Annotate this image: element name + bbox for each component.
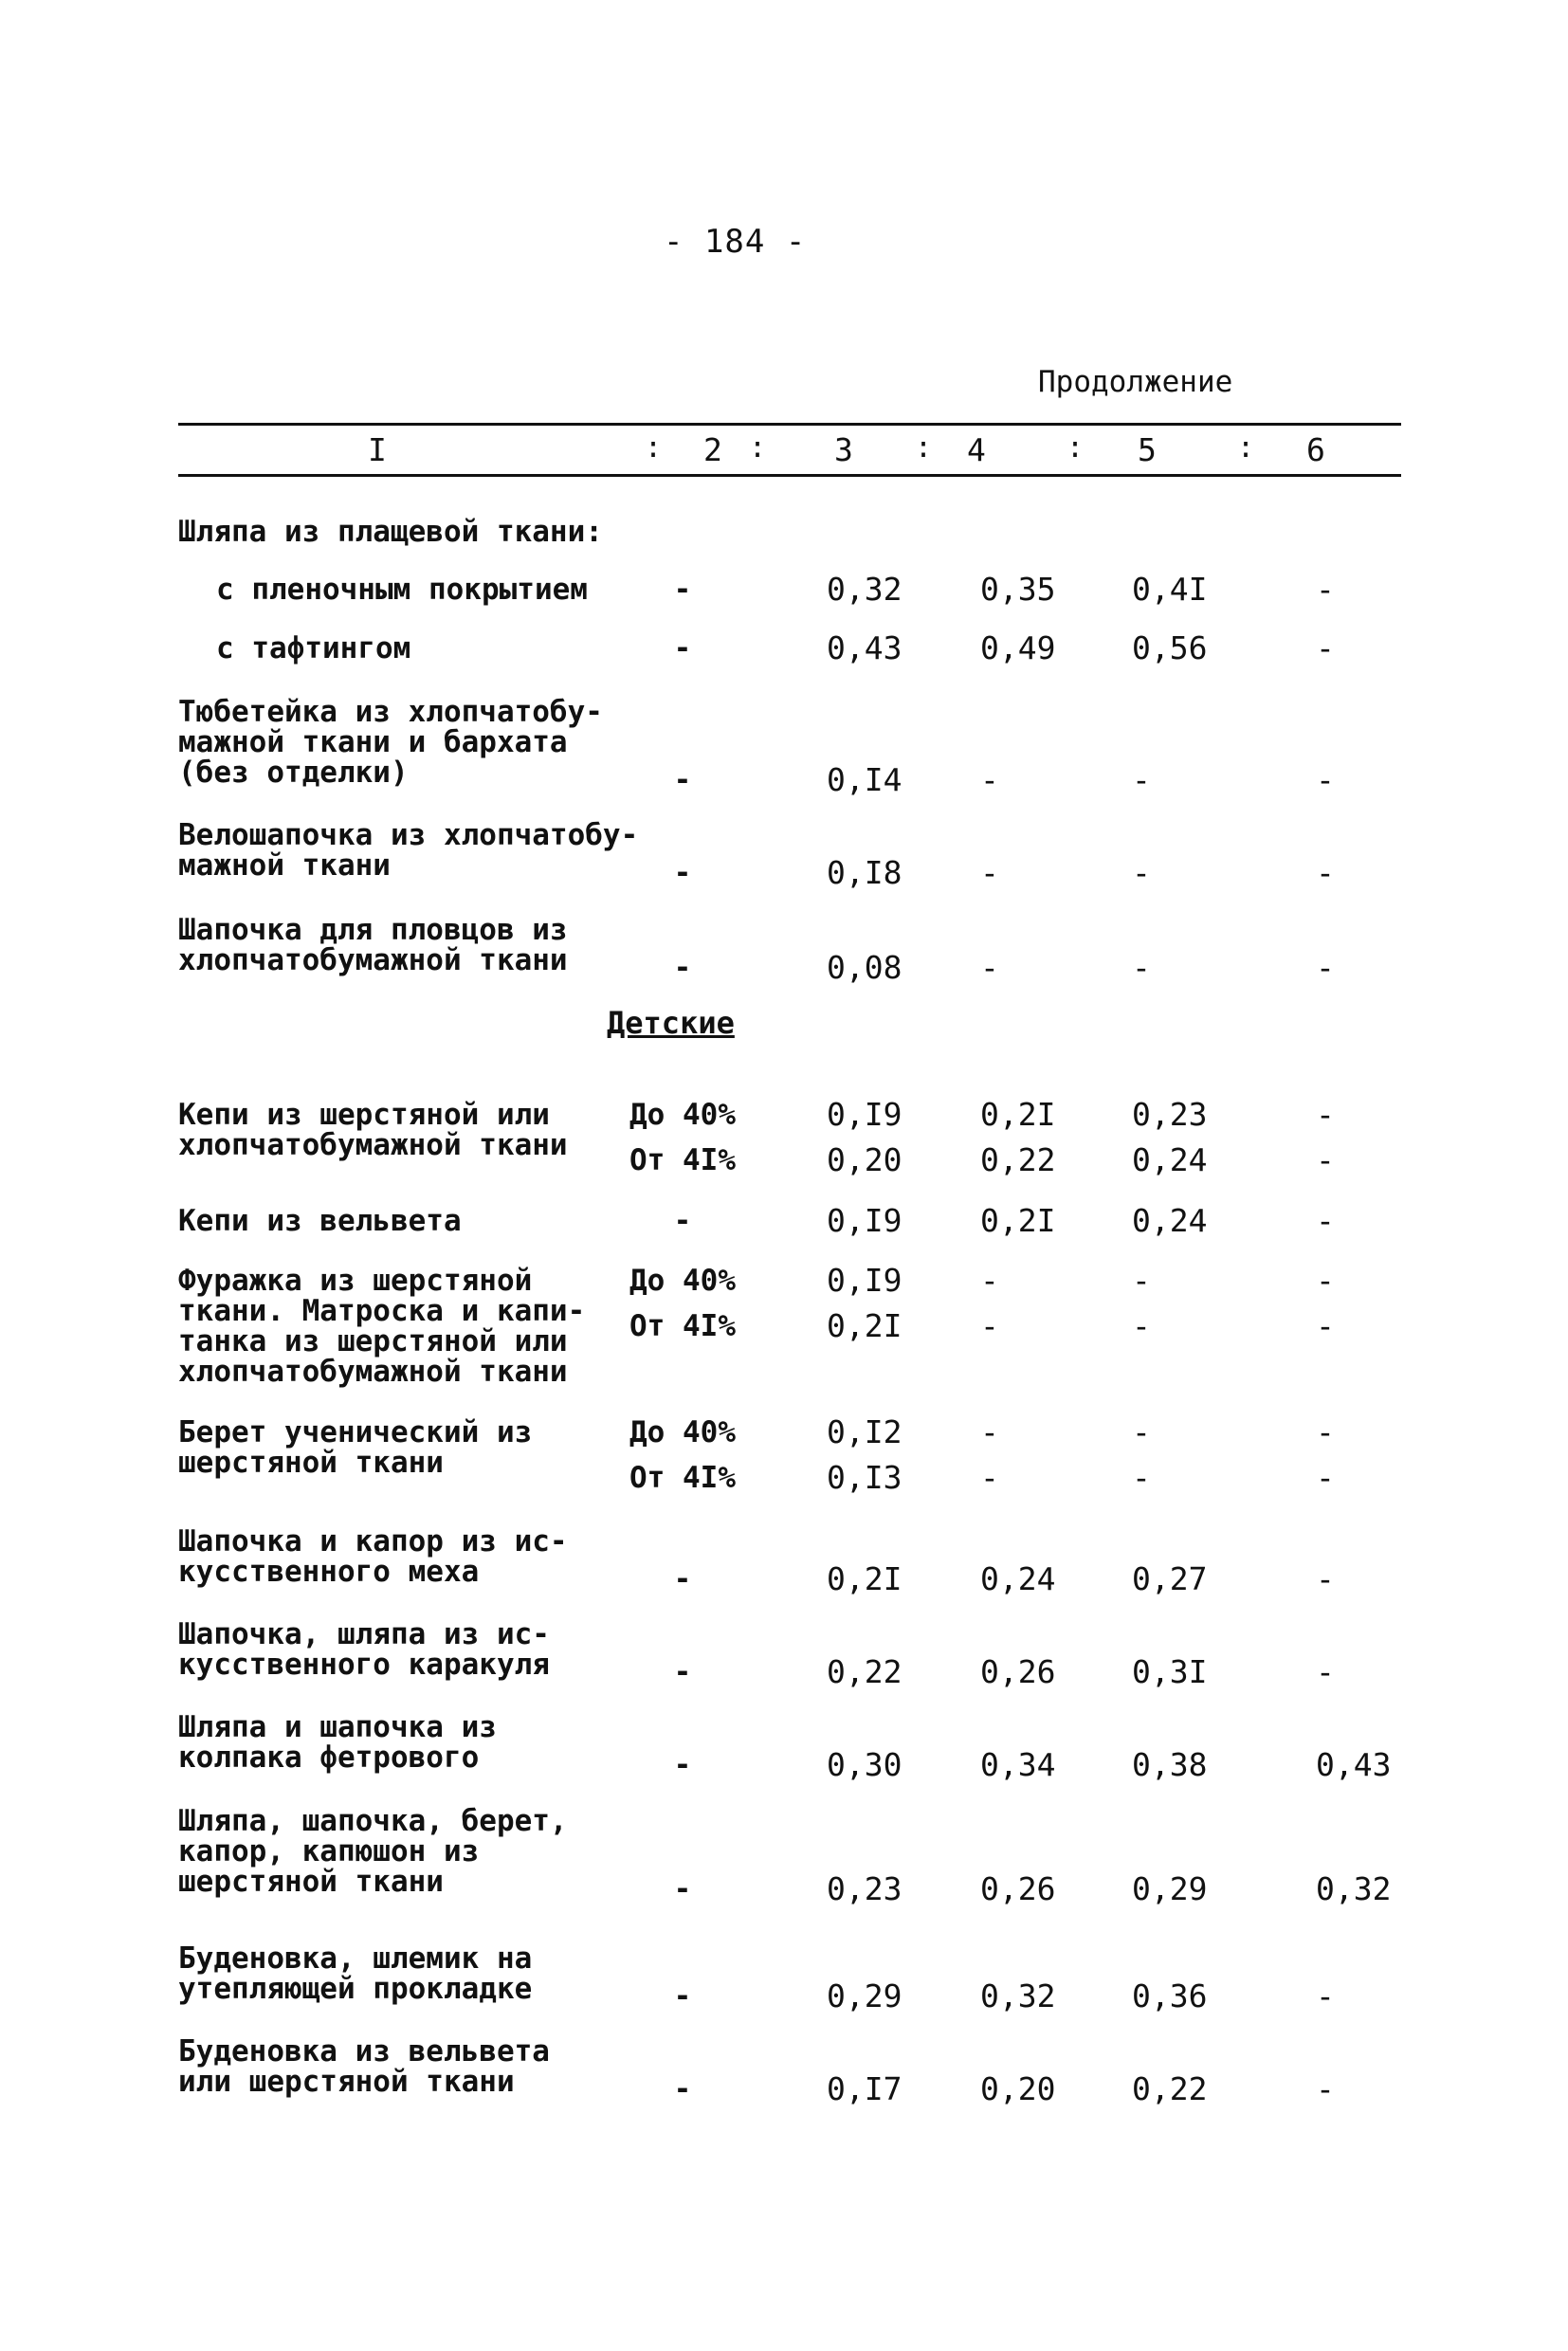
cell-col-6: 0,32 <box>1316 1870 1392 1907</box>
cell-col-6: - <box>1316 761 1335 798</box>
cell-col-6: - <box>1316 2070 1335 2107</box>
cell-col-2: - <box>673 1748 692 1782</box>
row-label: Буденовка, шлемик на утепляющей прокладке <box>178 1941 533 2006</box>
cell-col-3: 0,I4 <box>827 761 903 798</box>
cell-col-5: 0,56 <box>1132 629 1208 666</box>
cell-col-6: - - <box>1316 1262 1335 1344</box>
cell-col-2: - <box>673 1204 692 1238</box>
cell-col-3: 0,23 <box>827 1870 903 1907</box>
row-label: Шляпа из плащевой ткани: <box>178 515 603 549</box>
row-label: с тафтингом <box>216 631 411 665</box>
cell-col-2: - <box>673 1562 692 1596</box>
header-separator: : <box>645 431 663 465</box>
cell-col-3: 0,I9 0,20 <box>827 1096 903 1178</box>
row-label: Тюбетейка из хлопчатобу- мажной ткани и бархата (без отделки) <box>178 695 603 790</box>
row-label: Кепи из шерстяной или хлопчатобумажной ткани <box>178 1098 568 1162</box>
cell-col-5: 0,23 0,24 <box>1132 1096 1208 1178</box>
header-col-5: 5 <box>1138 431 1157 468</box>
cell-col-2: - <box>673 573 692 607</box>
row-label: Шапочка для пловцов из хлопчатобумажной ткани <box>178 913 568 977</box>
cell-col-5: 0,29 <box>1132 1870 1208 1907</box>
cell-col-6: - <box>1316 629 1335 666</box>
cell-col-3: 0,30 <box>827 1746 903 1783</box>
cell-col-3: 0,I8 <box>827 854 903 891</box>
cell-col-4: 0,20 <box>980 2070 1056 2107</box>
row-label: Буденовка из вельвета или шерстяной ткани <box>178 2034 550 2099</box>
row-label: Шляпа, шапочка, берет, капор, капюшон из шерстяной ткани <box>178 1804 568 1899</box>
cell-col-4: 0,2I <box>980 1202 1056 1239</box>
cell-col-6: 0,43 <box>1316 1746 1392 1783</box>
cell-col-4: - <box>980 949 999 986</box>
cell-col-5: - - <box>1132 1413 1151 1496</box>
row-label: Кепи из вельвета <box>178 1204 462 1238</box>
cell-col-6: - <box>1316 949 1335 986</box>
cell-col-5: 0,27 <box>1132 1560 1208 1597</box>
cell-col-3: 0,29 <box>827 1977 903 2014</box>
cell-col-5: - <box>1132 854 1151 891</box>
section-title-children: Детские <box>607 1005 735 1041</box>
cell-col-6: - <box>1316 1977 1335 2014</box>
cell-col-4: 0,24 <box>980 1560 1056 1597</box>
cell-col-4: 0,49 <box>980 629 1056 666</box>
cell-col-5: - <box>1132 761 1151 798</box>
row-label: Шляпа и шапочка из колпака фетрового <box>178 1710 497 1775</box>
cell-col-2: - <box>673 951 692 985</box>
row-label: с пленочным покрытием <box>216 573 588 607</box>
row-label: Берет ученический из шерстяной ткани <box>178 1415 533 1480</box>
cell-col-6: - <box>1316 1653 1335 1690</box>
header-col-4: 4 <box>967 431 986 468</box>
header-separator: : <box>915 431 933 465</box>
cell-col-4: - <box>980 761 999 798</box>
cell-col-4: 0,32 <box>980 1977 1056 2014</box>
cell-col-2: До 40% От 4I% <box>629 1098 736 1177</box>
cell-col-2: - <box>673 2072 692 2106</box>
cell-col-6: - <box>1316 571 1335 608</box>
cell-col-5: - - <box>1132 1262 1151 1344</box>
cell-col-4: 0,26 <box>980 1870 1056 1907</box>
cell-col-3: 0,43 <box>827 629 903 666</box>
cell-col-5: - <box>1132 949 1151 986</box>
cell-col-5: 0,24 <box>1132 1202 1208 1239</box>
cell-col-2: - <box>673 1979 692 2014</box>
cell-col-6: - <box>1316 1202 1335 1239</box>
cell-col-3: 0,I9 <box>827 1202 903 1239</box>
header-col-3: 3 <box>834 431 853 468</box>
cell-col-5: 0,4I <box>1132 571 1208 608</box>
cell-col-3: 0,I2 0,I3 <box>827 1413 903 1496</box>
cell-col-5: 0,3I <box>1132 1653 1208 1690</box>
cell-col-6: - <box>1316 1560 1335 1597</box>
cell-col-2: - <box>673 1872 692 1906</box>
header-col-1: I <box>368 431 387 468</box>
cell-col-3: 0,22 <box>827 1653 903 1690</box>
cell-col-3: 0,08 <box>827 949 903 986</box>
cell-col-4: 0,34 <box>980 1746 1056 1783</box>
cell-col-4: - - <box>980 1262 999 1344</box>
cell-col-2: - <box>673 631 692 665</box>
header-separator: : <box>1067 431 1085 465</box>
header-col-6: 6 <box>1306 431 1325 468</box>
cell-col-3: 0,2I <box>827 1560 903 1597</box>
row-label: Велошапочка из хлопчатобу- мажной ткани <box>178 818 639 883</box>
continuation-label: Продолжение <box>1038 365 1233 399</box>
cell-col-5: 0,36 <box>1132 1977 1208 2014</box>
header-separator: : <box>1237 431 1255 465</box>
cell-col-6: - - <box>1316 1096 1335 1178</box>
page-number: - 184 - <box>664 223 807 261</box>
cell-col-2: - <box>673 856 692 890</box>
cell-col-5: 0,22 <box>1132 2070 1208 2107</box>
cell-col-4: 0,35 <box>980 571 1056 608</box>
header-col-2: 2 <box>703 431 722 468</box>
header-rule-top <box>178 423 1401 426</box>
header-rule-bottom <box>178 474 1401 477</box>
header-separator: : <box>749 431 767 465</box>
cell-col-3: 0,I7 <box>827 2070 903 2107</box>
cell-col-3: 0,I9 0,2I <box>827 1262 903 1344</box>
cell-col-5: 0,38 <box>1132 1746 1208 1783</box>
cell-col-6: - - <box>1316 1413 1335 1496</box>
cell-col-2: - <box>673 763 692 797</box>
row-label: Фуражка из шерстяной ткани. Матроска и капи- танка из шерстяной или хлопчатобумажной ткани <box>178 1264 586 1389</box>
cell-col-4: 0,26 <box>980 1653 1056 1690</box>
row-label: Шапочка и капор из ис- кусственного меха <box>178 1524 568 1589</box>
cell-col-4: - <box>980 854 999 891</box>
cell-col-2: До 40% От 4I% <box>629 1264 736 1343</box>
cell-col-4: 0,2I 0,22 <box>980 1096 1056 1178</box>
row-label: Шапочка, шляпа из ис- кусственного каракуля <box>178 1617 550 1682</box>
cell-col-2: До 40% От 4I% <box>629 1415 736 1495</box>
cell-col-3: 0,32 <box>827 571 903 608</box>
cell-col-4: - - <box>980 1413 999 1496</box>
cell-col-6: - <box>1316 854 1335 891</box>
cell-col-2: - <box>673 1655 692 1689</box>
